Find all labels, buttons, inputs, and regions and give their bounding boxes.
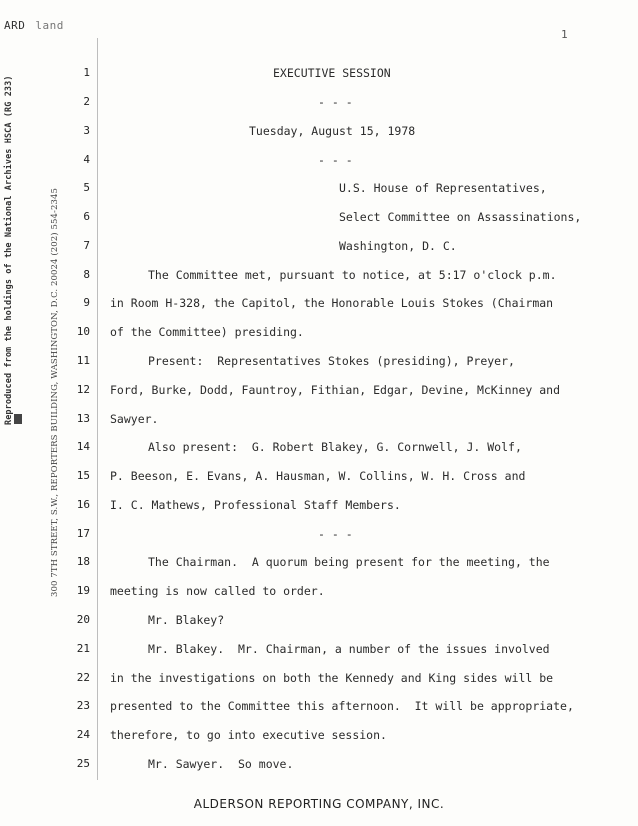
location-line: U.S. House of Representatives, xyxy=(339,181,547,195)
line-number: 21 xyxy=(76,642,90,655)
line-number: 11 xyxy=(76,354,90,367)
line-number: 22 xyxy=(76,671,90,684)
session-date: Tuesday, August 15, 1978 xyxy=(249,124,416,138)
transcript-line: Sawyer. xyxy=(110,412,159,426)
line-number: 1 xyxy=(83,66,90,79)
archives-note: Reproduced from the holdings of the National Archives HSCA (RG 233) xyxy=(4,75,14,425)
line-number: 2 xyxy=(83,95,90,108)
line-number: 24 xyxy=(76,728,90,741)
line-number: 8 xyxy=(83,268,90,281)
line-number: 7 xyxy=(83,239,90,252)
transcript-line: The Committee met, pursuant to notice, at 5:17 o'clock p.m. xyxy=(148,268,557,282)
line-number: 16 xyxy=(76,498,90,511)
line-number: 25 xyxy=(76,757,90,770)
line-number: 12 xyxy=(76,383,90,396)
separator: - - - xyxy=(318,95,353,109)
archive-stamp-mark xyxy=(14,414,22,424)
transcript-line: The Chairman. A quorum being present for the meeting, the xyxy=(148,555,550,569)
transcript-line: therefore, to go into executive session. xyxy=(110,728,387,742)
reporter-address: 300 7TH STREET, S.W., REPORTERS BUILDING, WASHINGTON, D.C. 20024 (202) 554-2345 xyxy=(50,187,60,597)
line-number: 3 xyxy=(83,124,90,137)
separator: - - - xyxy=(318,153,353,167)
line-number: 17 xyxy=(76,527,90,540)
session-heading: EXECUTIVE SESSION xyxy=(273,66,391,80)
reporting-company-footer: ALDERSON REPORTING COMPANY, INC. xyxy=(193,797,445,811)
line-number: 13 xyxy=(76,412,90,425)
transcript-line: Mr. Blakey. Mr. Chairman, a number of the issues involved xyxy=(148,642,550,656)
transcript-line: Mr. Sawyer. So move. xyxy=(148,757,294,771)
line-number: 18 xyxy=(76,555,90,568)
margin-rule xyxy=(97,38,98,780)
transcript-line: Also present: G. Robert Blakey, G. Cornwell, J. Wolf, xyxy=(148,440,522,454)
transcript-line: Present: Representatives Stokes (presiding), Preyer, xyxy=(148,354,515,368)
line-number: 10 xyxy=(76,325,90,338)
location-line: Washington, D. C. xyxy=(339,239,457,253)
location-line: Select Committee on Assassinations, xyxy=(339,210,582,224)
document-code xyxy=(4,19,64,32)
line-number: 15 xyxy=(76,469,90,482)
line-number: 9 xyxy=(83,296,90,309)
separator: - - - xyxy=(318,527,353,541)
line-number: 14 xyxy=(76,440,90,453)
document-code-prefix: ARD xyxy=(4,19,26,32)
transcript-line: Mr. Blakey? xyxy=(148,613,225,627)
transcript-line: Ford, Burke, Dodd, Fauntroy, Fithian, Edgar, Devine, McKinney and xyxy=(110,383,561,397)
document-code-suffix: land xyxy=(35,19,64,32)
transcript-line: meeting is now called to order. xyxy=(110,584,325,598)
transcript-line: in Room H-328, the Capitol, the Honorable Louis Stokes (Chairman xyxy=(110,296,554,310)
transcript-line: of the Committee) presiding. xyxy=(110,325,304,339)
line-number: 19 xyxy=(76,584,90,597)
line-number: 20 xyxy=(76,613,90,626)
line-number: 6 xyxy=(83,210,90,223)
line-number: 23 xyxy=(76,699,90,712)
transcript-line: in the investigations on both the Kennedy and King sides will be xyxy=(110,671,554,685)
page-number: 1 xyxy=(561,28,568,41)
transcript-line: presented to the Committee this afternoon. It will be appropriate, xyxy=(110,699,574,713)
transcript-line: I. C. Mathews, Professional Staff Members. xyxy=(110,498,401,512)
line-number: 5 xyxy=(83,181,90,194)
transcript-line: P. Beeson, E. Evans, A. Hausman, W. Collins, W. H. Cross and xyxy=(110,469,526,483)
line-number: 4 xyxy=(83,153,90,166)
